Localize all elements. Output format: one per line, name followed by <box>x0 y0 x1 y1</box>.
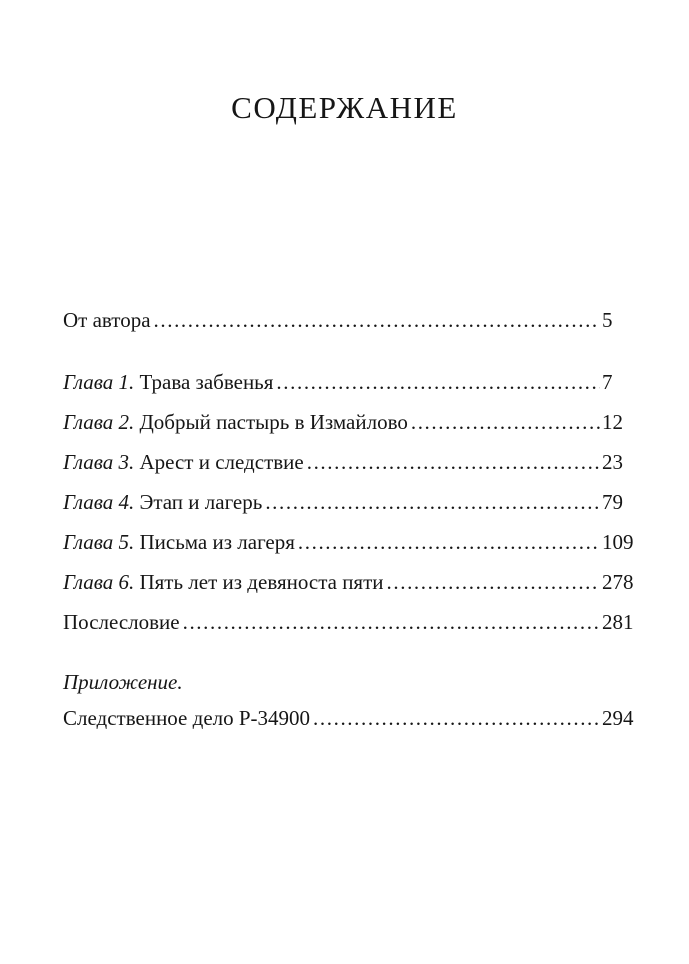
dot-leader <box>265 482 600 522</box>
dot-leader <box>154 300 600 340</box>
appendix-entry <box>63 664 637 736</box>
entry-title: Послесловие <box>63 610 180 634</box>
appendix-heading-row <box>63 664 637 700</box>
toc-entry <box>63 522 637 562</box>
entry-label <box>63 442 304 482</box>
appendix-heading: Приложение. <box>63 670 183 694</box>
entry-label <box>63 562 384 602</box>
page-number: 109 <box>602 530 634 554</box>
entry-title: Трава забвенья <box>139 370 274 394</box>
page-number: 12 <box>602 410 623 434</box>
toc-entry <box>63 482 637 522</box>
dot-leader <box>276 362 600 402</box>
page-number: 278 <box>602 570 634 594</box>
page-title: СОДЕРЖАНИЕ <box>231 90 458 125</box>
toc-entry <box>63 442 637 482</box>
dot-leader <box>307 442 600 482</box>
entry-chapter-label: Глава 2. <box>63 410 135 434</box>
entry-title: Добрый пастырь в Измайлово <box>139 410 408 434</box>
entry-chapter-label: Глава 1. <box>63 370 135 394</box>
toc-entry <box>63 402 637 442</box>
dot-leader <box>411 402 600 442</box>
page-number: 7 <box>602 370 613 394</box>
entry-label <box>63 402 408 442</box>
toc-entry <box>63 562 637 602</box>
entry-title: От автора <box>63 308 151 332</box>
page-number: 5 <box>602 308 613 332</box>
page-number: 79 <box>602 490 623 514</box>
entry-title: Письма из лагеря <box>139 530 295 554</box>
entry-title: Следственное дело Р-34900 <box>63 706 311 730</box>
toc-entry <box>63 300 637 340</box>
dot-leader <box>387 562 600 602</box>
entry-title: Пять лет из девяноста пяти <box>139 570 384 594</box>
entry-label <box>63 482 262 522</box>
entry-chapter-label: Глава 3. <box>63 450 135 474</box>
toc-entry <box>63 602 637 642</box>
entry-chapter-label: Глава 4. <box>63 490 135 514</box>
toc-entry <box>63 700 637 736</box>
page-number: 294 <box>602 706 634 730</box>
entry-label <box>63 362 273 402</box>
dot-leader <box>313 700 600 736</box>
entry-chapter-label: Глава 5. <box>63 530 135 554</box>
dot-leader <box>298 522 600 562</box>
entry-label <box>63 300 151 340</box>
dot-leader <box>183 602 600 642</box>
entry-label <box>63 602 180 642</box>
page-number: 23 <box>602 450 623 474</box>
toc-entry <box>63 362 637 402</box>
entry-chapter-label: Глава 6. <box>63 570 135 594</box>
entry-label <box>63 522 295 562</box>
entry-title: Арест и следствие <box>139 450 304 474</box>
entry-title: Этап и лагерь <box>139 490 263 514</box>
page-number: 281 <box>602 610 634 634</box>
toc-list <box>63 300 637 736</box>
